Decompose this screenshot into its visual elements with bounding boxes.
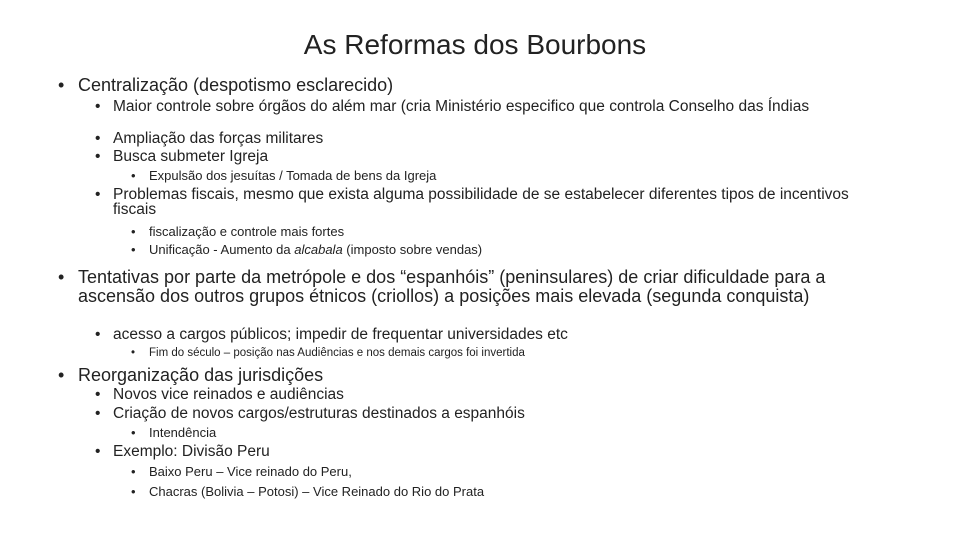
bullet-icon: • (58, 365, 65, 385)
bullet-icon: • (58, 267, 65, 287)
bullet-text: Problemas fiscais, mesmo que exista alguma possibilidade de se estabelecer diferentes tipos de incentivos fiscais (113, 186, 849, 218)
bullet-text-part: Unificação - Aumento da (149, 242, 295, 257)
bullet-item-exemplo-peru (95, 444, 865, 459)
bullet-item-unificacao (131, 242, 831, 257)
bullet-text: Centralização (despotismo esclarecido) (78, 75, 394, 95)
bullet-icon: • (95, 186, 101, 203)
bullet-text: Reorganização das jurisdições (78, 365, 324, 385)
bullet-item-jesuitas (131, 168, 831, 183)
bullet-icon: • (95, 148, 101, 165)
bullet-item-baixo-peru (131, 464, 831, 479)
bullet-text-part: (imposto sobre vendas) (342, 242, 483, 257)
bullet-item-controle (95, 99, 865, 114)
bullet-text: Novos vice reinados e audiências (113, 386, 344, 403)
bullet-text: Fim do século – posição nas Audiências e nos demais cargos foi invertida (149, 347, 525, 359)
bullet-icon: • (95, 326, 101, 343)
alcabala-term: alcabala (294, 242, 343, 257)
bullet-text: Chacras (Bolivia – Potosi) – Vice Reinado do Rio do Prata (149, 484, 485, 499)
bullet-icon: • (131, 242, 136, 257)
bullet-item-acesso (95, 327, 865, 342)
bullet-text: Intendência (149, 425, 217, 440)
bullet-item-intendencia (131, 425, 831, 440)
bullet-item-centralizacao (58, 76, 918, 95)
bullet-item-tentativas (58, 268, 878, 306)
bullet-text (149, 242, 831, 257)
bullet-text: Criação de novos cargos/estruturas destinados a espanhóis (113, 405, 525, 422)
bullet-text: Baixo Peru – Vice reinado do Peru, (149, 464, 352, 479)
bullet-icon: • (95, 386, 101, 403)
bullet-icon: • (95, 405, 101, 422)
bullet-text: Ampliação das forças militares (113, 130, 324, 147)
bullet-item-chacras (131, 484, 831, 499)
bullet-icon: • (58, 75, 65, 95)
bullet-item-reorganizacao (58, 366, 878, 385)
bullet-icon: • (131, 484, 136, 499)
bullet-icon: • (131, 168, 136, 183)
slide-title: As Reformas dos Bourbons (303, 29, 647, 60)
bullet-text: Maior controle sobre órgãos do além mar (cria Ministério especifico que controla Conselho das Índias (113, 98, 810, 115)
bullet-icon: • (131, 347, 136, 359)
bullet-icon: • (95, 130, 101, 147)
bullet-icon: • (131, 224, 136, 239)
bullet-item-fim-seculo (131, 346, 831, 360)
bullet-item-fiscais (95, 187, 865, 217)
bullet-text: Exemplo: Divisão Peru (113, 443, 270, 460)
bullet-item-fiscalizacao (131, 224, 831, 239)
bullet-icon: • (95, 98, 101, 115)
bullet-text: acesso a cargos públicos; impedir de frequentar universidades etc (113, 326, 568, 343)
bullet-icon: • (131, 425, 136, 440)
bullet-text: fiscalização e controle mais fortes (149, 224, 345, 239)
bullet-text: Expulsão dos jesuítas / Tomada de bens da Igreja (149, 168, 437, 183)
bullet-item-militares (95, 131, 865, 146)
bullet-text: Busca submeter Igreja (113, 148, 269, 165)
bullet-icon: • (95, 443, 101, 460)
bullet-item-igreja (95, 149, 865, 164)
bullet-text: Tentativas por parte da metrópole e dos “espanhóis” (peninsulares) de criar dificuldade para a ascensão dos outros grupos étnicos (criollos) a posições mais elevada (segunda conquista) (78, 267, 826, 306)
bullet-icon: • (131, 464, 136, 479)
bullet-item-novos-cargos (95, 406, 865, 421)
bullet-item-vice-reinados (95, 387, 865, 402)
